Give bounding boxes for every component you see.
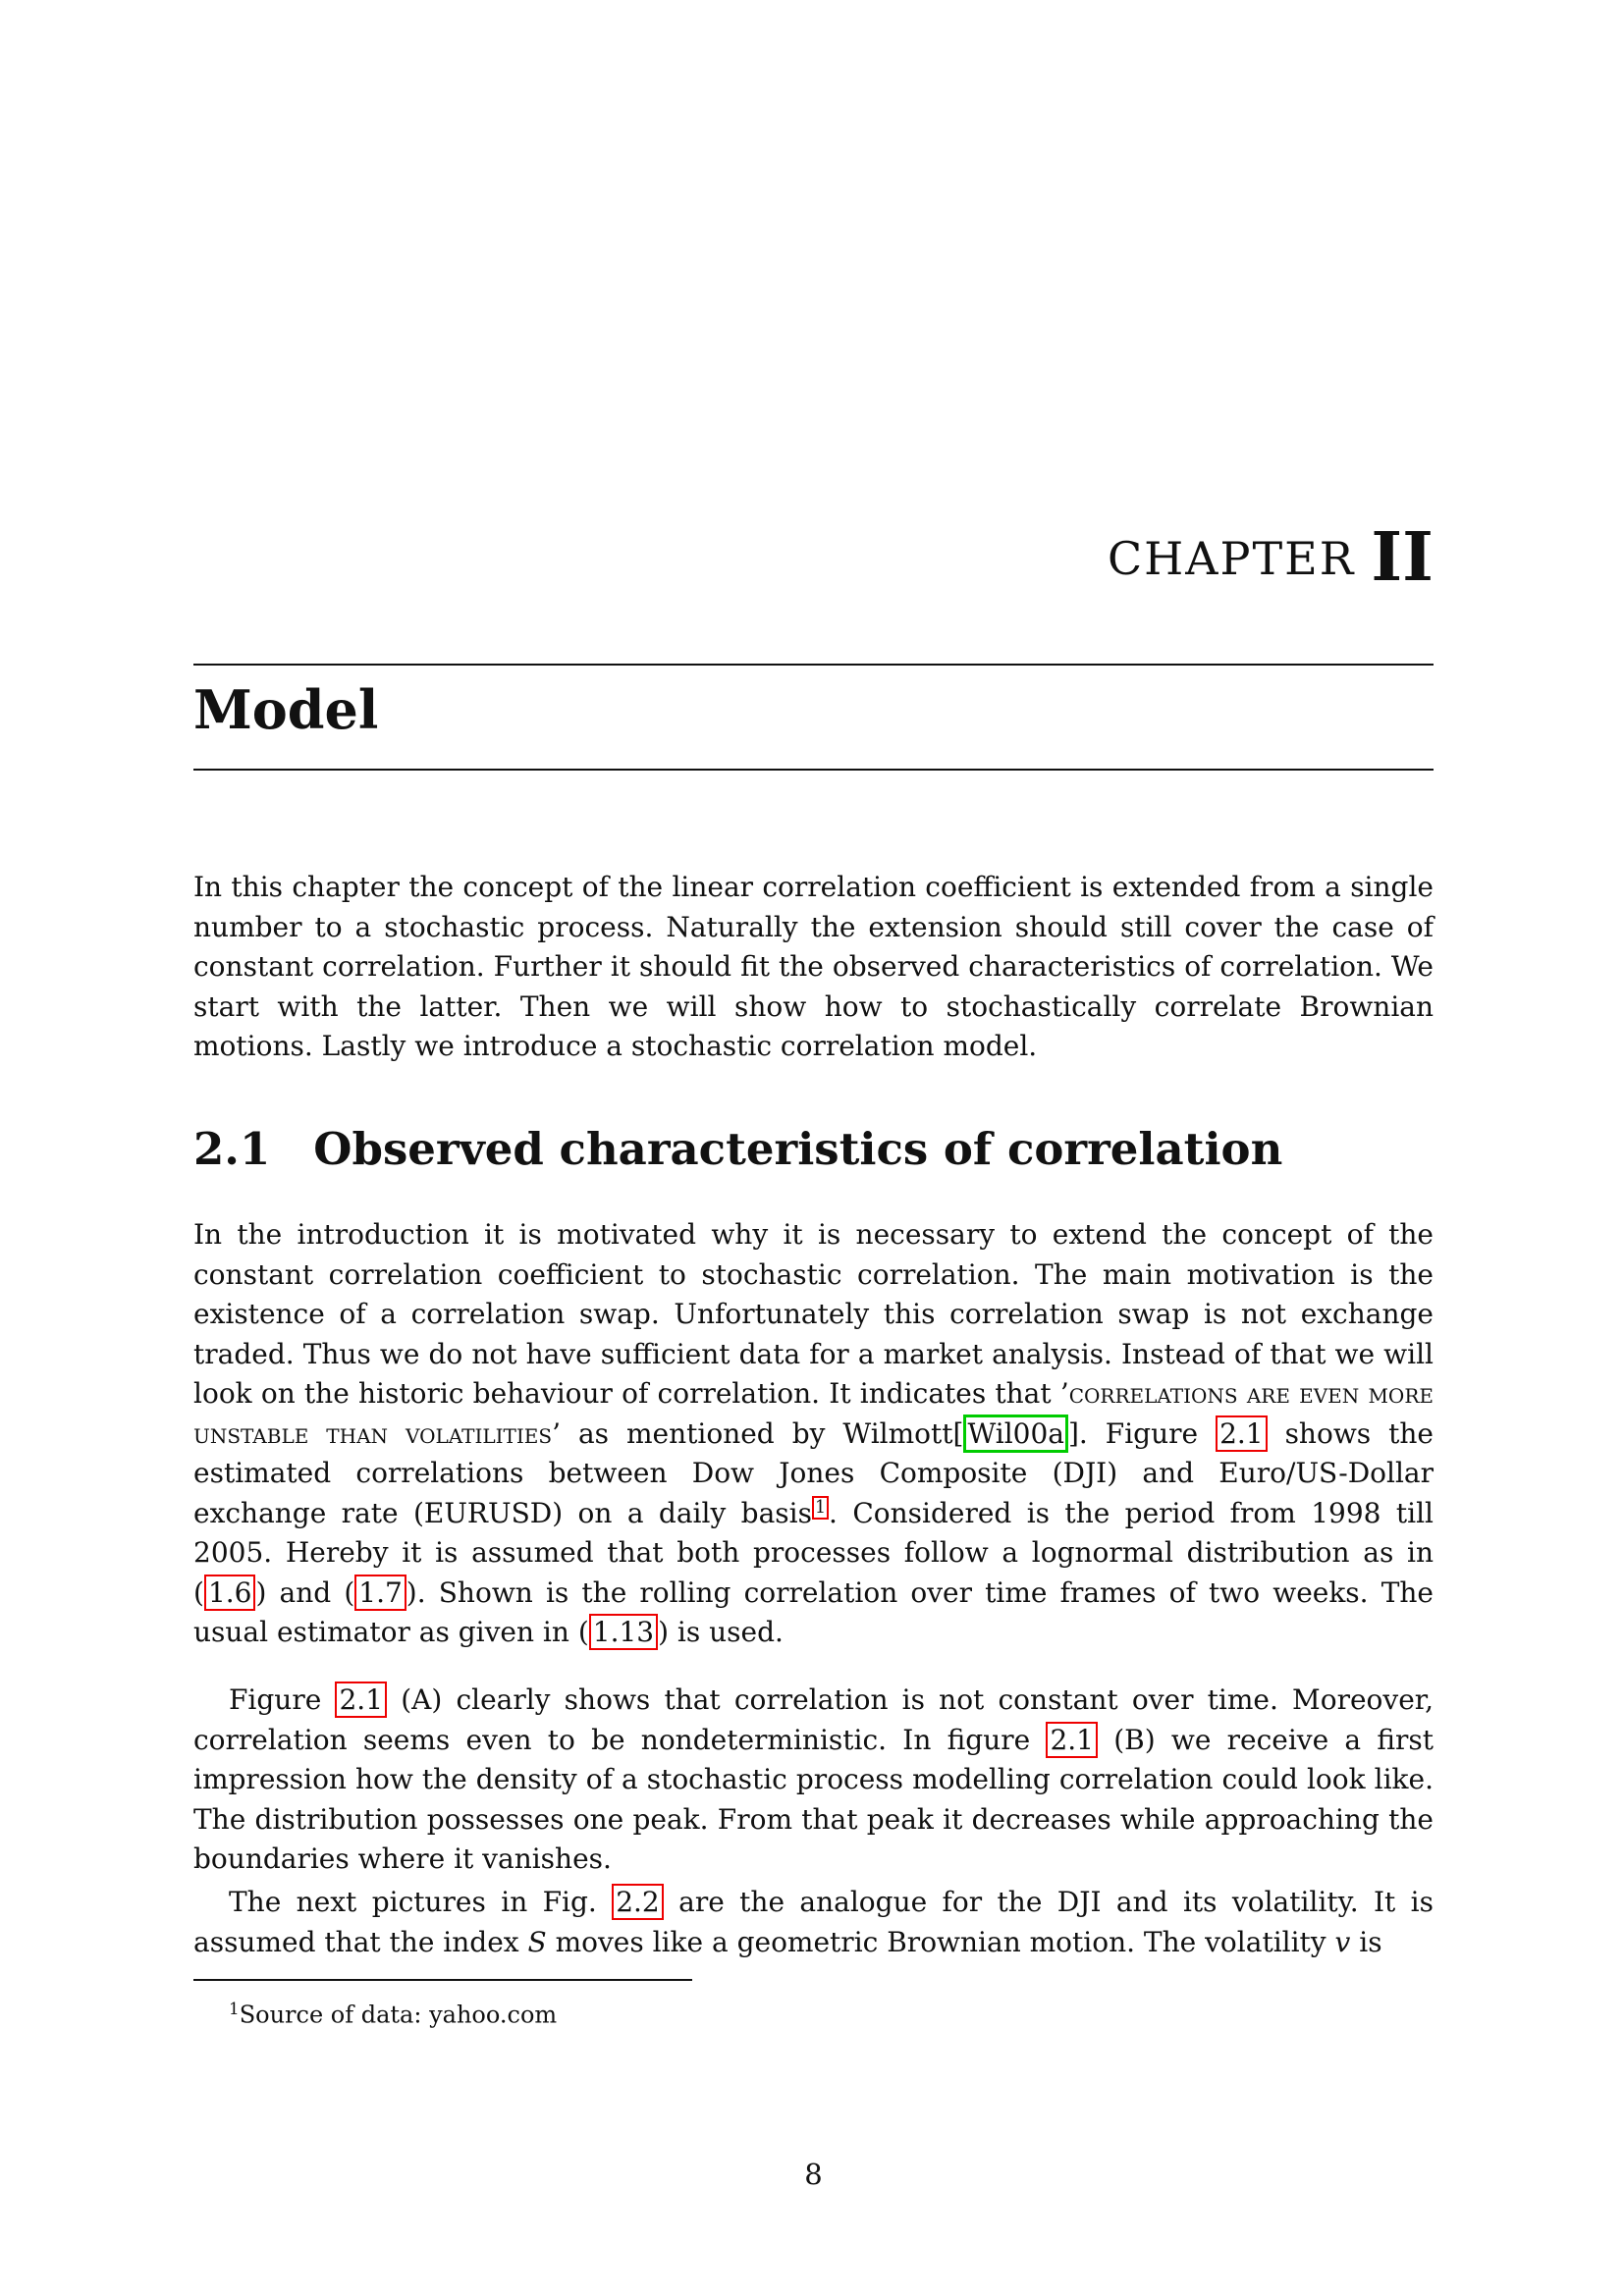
body-text: (B) we receive a first impression how the density of a stochastic process modelling correlation could look like. The distribution possesses one peak. From that peak it decreases while approaching the boundaries where it vanishes. (193, 1723, 1434, 1875)
equation-ref-1-7[interactable]: 1.7 (354, 1575, 406, 1611)
figure-ref-2-2[interactable]: 2.2 (612, 1884, 664, 1920)
figure-ref-2-1[interactable]: 2.1 (1046, 1722, 1098, 1758)
body-text: is (1350, 1925, 1382, 1958)
body-text: are the analogue for the DJI and its volatility. It is assumed that the index (193, 1886, 1434, 1958)
math-var-v: v (1334, 1925, 1351, 1958)
footnote-rule (193, 1979, 692, 1981)
section-title: Observed characteristics of correlation (313, 1123, 1283, 1175)
chapter-numeral: II (1371, 518, 1434, 597)
footnote-text: Source of data: yahoo.com (239, 2001, 558, 2029)
math-var-S: S (527, 1925, 547, 1958)
body-text: Figure (229, 1683, 336, 1716)
section-number: 2.1 (193, 1123, 271, 1175)
equation-ref-1-6[interactable]: 1.6 (204, 1575, 256, 1611)
chapter-rule-top (193, 664, 1434, 666)
body-text: shows the estimated correlations between Dow Jones Composite (DJI) and Euro/US-Dollar exchange rate (EURUSD) on a daily basis (193, 1416, 1434, 1529)
equation-ref-1-13[interactable]: 1.13 (589, 1614, 658, 1650)
footnote-marker: 1 (229, 1999, 240, 2018)
figure-ref-2-1[interactable]: 2.1 (335, 1682, 387, 1718)
body-text: . Considered is the period from 1998 till 2005. Hereby it is assumed that both processes follow a lognormal distribution as in ( (193, 1496, 1434, 1609)
body-text: (A) clearly shows that correlation is not constant over time. Moreover, correlation seems even to be nondeterministic. In figure (193, 1683, 1434, 1756)
body-text: ) is used. (658, 1616, 784, 1648)
smallcaps-emphasis: correlations are even more unstable than volatilities (193, 1377, 1434, 1450)
body-text: ’ as mentioned by Wilmott[ (552, 1416, 964, 1450)
body-text: ]. Figure (1067, 1416, 1217, 1450)
paragraph-next-pictures (193, 1883, 1434, 1962)
chapter-title: Model (193, 678, 379, 741)
paragraph-observed-characteristics (193, 1215, 1434, 1653)
body-text: ) and ( (255, 1575, 355, 1609)
body-text: In the introduction it is motivated why it is necessary to extend the concept of the constant correlation coefficient to stochastic correlation. The main motivation is the existence of a correlation swap. Unfortunately this correlation swap is not exchange traded. Thus we do not have sufficient data for a market analysis. Instead of that we will look on the historic behaviour of correlation. It indicates that ’ (193, 1218, 1434, 1410)
paragraph-chapter-intro (193, 868, 1434, 1067)
figure-ref-2-1[interactable]: 2.1 (1216, 1415, 1268, 1452)
body-text: moves like a geometric Brownian motion. The volatility (546, 1925, 1335, 1958)
body-text: In this chapter the concept of the linear correlation coefficient is extended from a single number to a stochastic process. Naturally the extension should still cover the case of constant correlation. Further it should fit the observed characteristics of correlation. We start with the latter. Then we will show how to stochastically correlate Brownian motions. Lastly we introduce a stochastic correlation model. (193, 871, 1434, 1062)
chapter-mark (193, 518, 1434, 597)
paragraph-figure-discussion (193, 1681, 1434, 1880)
footnote (193, 1993, 1434, 2030)
page-number: 8 (804, 2158, 823, 2191)
body-text: The next pictures in Fig. (229, 1886, 613, 1918)
chapter-label: CHAPTER (1107, 532, 1356, 585)
citation-link-wil00a[interactable]: Wil00a (963, 1415, 1068, 1453)
chapter-rule-bottom (193, 769, 1434, 771)
section-heading (193, 1125, 1434, 1174)
footnote-ref-1[interactable]: 1 (812, 1496, 829, 1520)
body-text: ). Shown is the rolling correlation over time frames of two weeks. The usual estimator as given in ( (193, 1575, 1434, 1648)
